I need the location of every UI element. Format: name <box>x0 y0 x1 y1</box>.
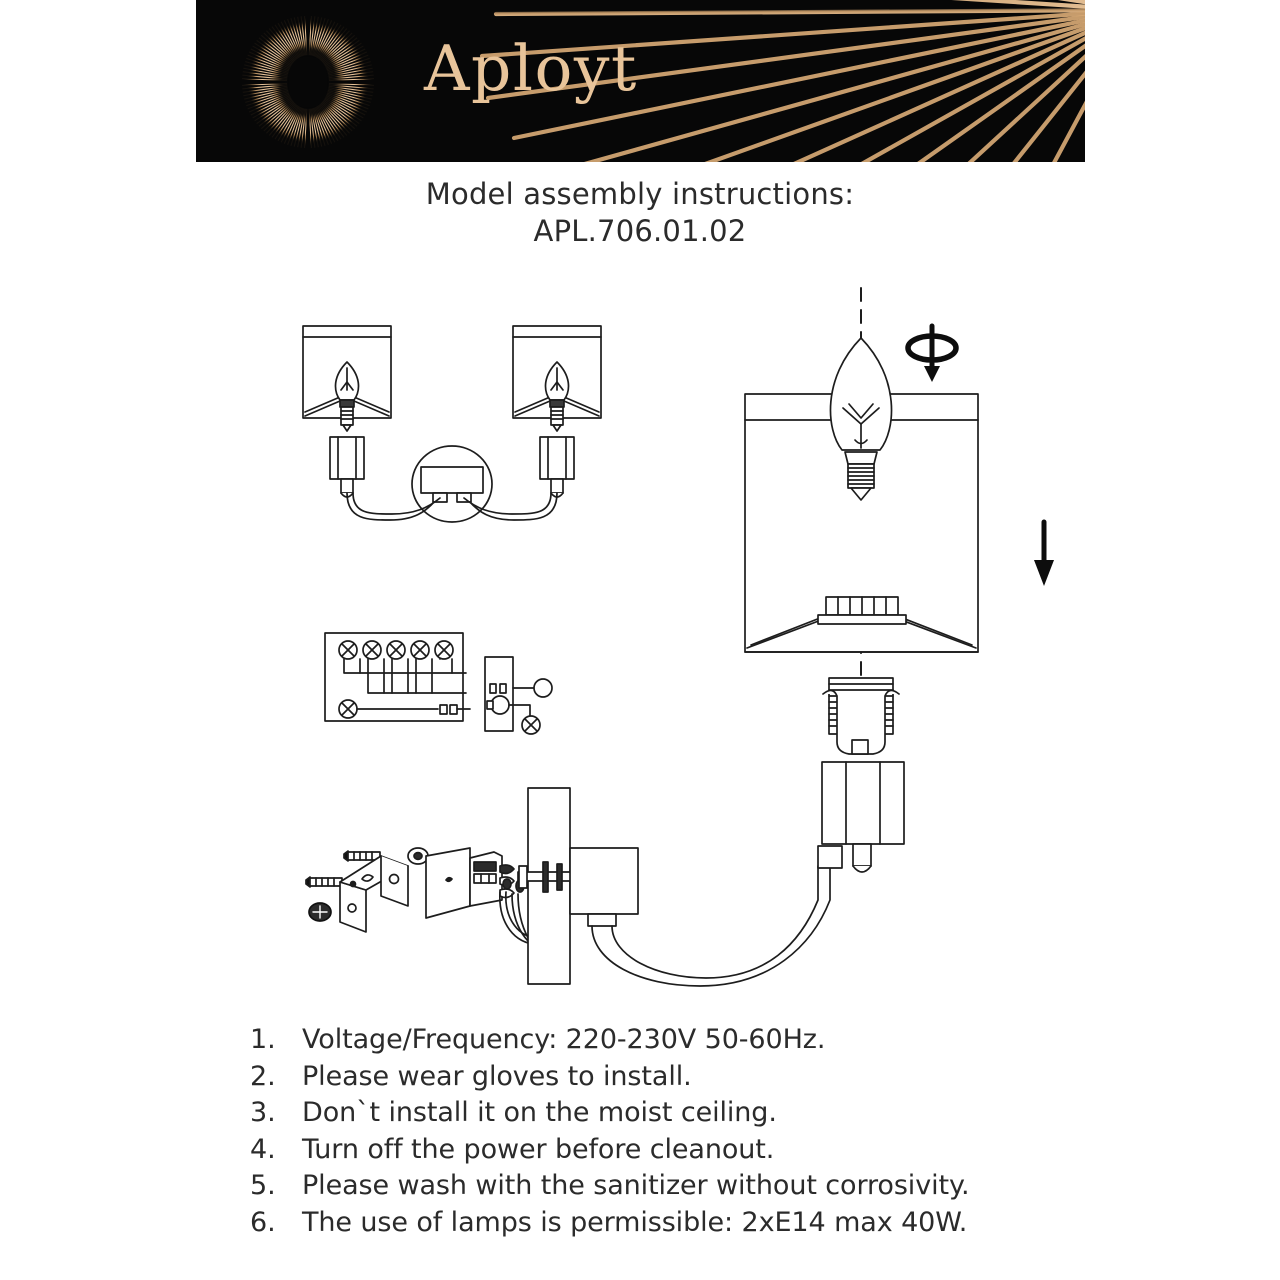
list-item-text: Don`t install it on the moist ceiling. <box>302 1097 777 1128</box>
two-arm-sconce-diagram <box>303 326 601 522</box>
list-item-text: Voltage/Frequency: 220-230V 50-60Hz. <box>302 1024 826 1055</box>
list-item-text: Please wash with the sanitizer without corrosivity. <box>302 1170 970 1201</box>
list-item <box>250 1132 1260 1169</box>
brand-header-banner <box>196 0 1085 162</box>
page-title <box>0 176 1280 250</box>
shade-fixing-nut <box>818 597 906 624</box>
mount-arm <box>592 846 842 986</box>
page-title-line-1: Model assembly instructions: <box>425 177 855 211</box>
page-title-line-2: APL.706.01.02 <box>533 214 747 248</box>
sconce-left-shade <box>303 326 391 418</box>
mount-screws <box>306 851 380 887</box>
wiring-connector-block <box>485 657 552 734</box>
list-item-number: 6. <box>250 1206 276 1238</box>
list-item-number: 3. <box>250 1097 276 1128</box>
install-candle-bulb <box>830 338 891 500</box>
install-lampholder <box>822 678 904 872</box>
shade-bulb-install-diagram <box>745 288 1054 872</box>
list-item <box>250 1022 1260 1059</box>
list-item-text: The use of lamps is permissible: 2xE14 max 40W. <box>302 1206 968 1238</box>
mount-junction-box <box>570 848 638 926</box>
list-item-number: 4. <box>250 1133 276 1165</box>
list-item-text: Turn off the power before cleanout. <box>302 1133 775 1165</box>
mount-l-bracket <box>340 856 408 932</box>
brand-wordmark: Aployt <box>424 32 638 105</box>
wiring-terminal-leads <box>344 659 466 693</box>
list-item-number: 1. <box>250 1024 276 1055</box>
rotate-and-push-icon <box>908 326 956 382</box>
sunburst-logo-icon <box>240 14 376 150</box>
mount-back-plate <box>426 848 470 918</box>
install-shade <box>745 394 978 652</box>
terminal-block-wiring-diagram <box>325 633 552 734</box>
sconce-canopy <box>412 446 492 522</box>
mount-wall-plate <box>528 788 570 984</box>
sconce-left-bulb <box>336 362 359 431</box>
wiring-terminal-earth <box>339 700 470 718</box>
mount-wires <box>500 892 560 956</box>
list-item <box>250 1095 1260 1132</box>
wiring-terminals-top <box>339 641 453 659</box>
list-item-text: Please wear gloves to install. <box>302 1060 692 1092</box>
list-item <box>250 1205 1260 1242</box>
wall-mount-bracket-diagram <box>306 788 842 986</box>
list-item <box>250 1168 1260 1205</box>
list-item-number: 5. <box>250 1170 276 1201</box>
list-item-number: 2. <box>250 1060 276 1092</box>
mount-rod <box>518 862 630 892</box>
down-arrow-icon <box>1034 522 1054 586</box>
sconce-left-socket <box>330 437 364 497</box>
mount-washer <box>408 848 428 864</box>
sconce-right-socket <box>540 437 574 497</box>
mount-wall-anchor <box>309 903 331 921</box>
safety-notes-list <box>250 1022 1260 1241</box>
sconce-right-shade <box>513 326 601 418</box>
list-item <box>250 1059 1260 1096</box>
sconce-arms <box>347 493 557 520</box>
mount-connector-cluster <box>470 852 524 906</box>
sconce-right-bulb <box>546 362 569 431</box>
